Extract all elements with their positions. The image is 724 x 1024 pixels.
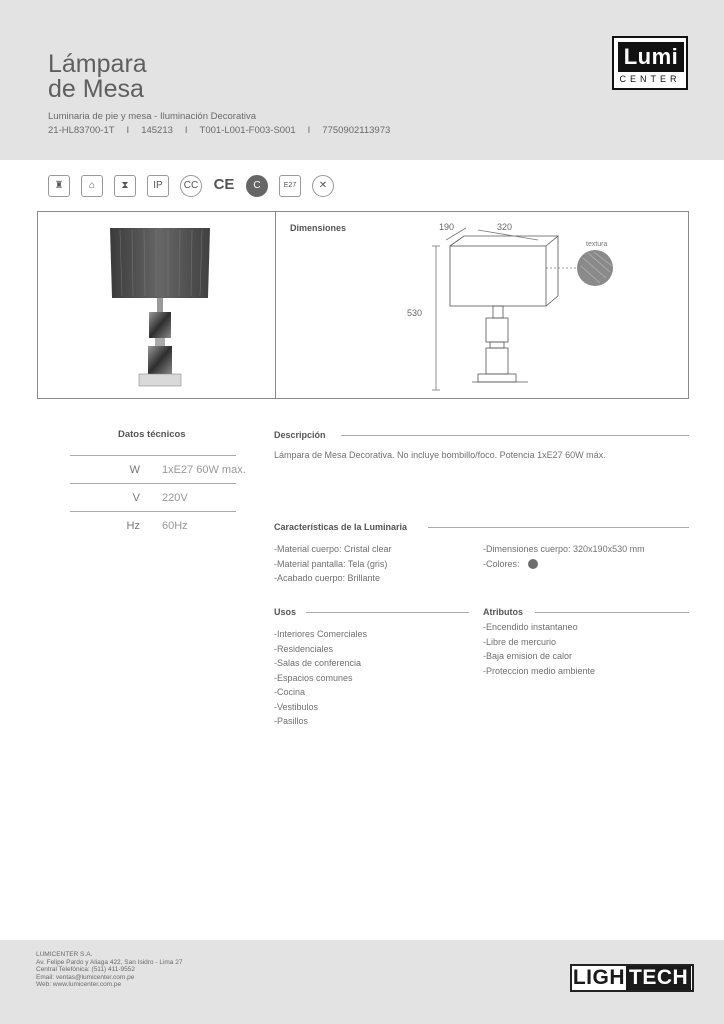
features-rule <box>428 527 689 528</box>
colors-label: -Colores: <box>483 558 520 569</box>
use-item: -Espacios comunes <box>274 672 353 683</box>
dim-width-label: 320 <box>497 222 513 232</box>
dim-height-label: 530 <box>407 308 423 318</box>
use-item: -Cocina <box>274 687 306 697</box>
class-c-icon: C <box>246 175 268 197</box>
dim-depth-label: 190 <box>439 222 455 232</box>
texture-label: textura <box>586 241 608 248</box>
title-line-1: Lámpara <box>48 50 147 78</box>
footer-phone: Central Telefónica: (511) 411-9552 <box>36 966 136 974</box>
lightech-logo <box>570 964 694 992</box>
subtitle: Luminaria de pie y mesa - Iluminación Decorativa <box>48 111 257 122</box>
attributes-list <box>483 620 595 678</box>
tech-key: V <box>132 492 140 504</box>
tech-row-hertz <box>70 511 236 539</box>
features-right-list <box>483 542 645 571</box>
lamp-shade-photo <box>110 228 210 298</box>
ip-rating-icon: IP <box>147 175 169 197</box>
tech-data-table <box>70 455 246 539</box>
lamp-photo <box>110 228 210 386</box>
feature-item: -Material cuerpo: Cristal clear <box>274 544 392 554</box>
indoor-house-icon: ⌂ <box>81 175 103 197</box>
box-divider <box>275 212 276 398</box>
footer-company: LUMICENTER S.A. <box>36 951 93 958</box>
product-code: 21-HL83700-1T <box>48 125 115 136</box>
lamp-technical-drawing <box>432 228 583 390</box>
tech-row-volts <box>70 483 236 511</box>
logo-lumi-text: Lumi <box>618 42 684 72</box>
tech-key: Hz <box>126 520 140 532</box>
tech-value: 1xE27 60W max. <box>162 464 246 476</box>
crystal-lower-photo <box>148 346 172 374</box>
code-separator: I <box>184 125 188 136</box>
footer-contact <box>36 951 182 989</box>
uses-rule <box>306 612 469 613</box>
tech-value: 220V <box>162 492 188 504</box>
page-title <box>48 52 147 102</box>
logo-center-text: CENTER <box>619 74 681 84</box>
attribute-item: -Libre de mercurio <box>483 636 557 647</box>
description-text: Lámpara de Mesa Decorativa. No incluye bombillo/foco. Potencia 1xE27 60W máx. <box>274 450 606 460</box>
tech-key: W <box>129 464 140 476</box>
lamp-base-photo <box>139 374 181 386</box>
tech-value: 60Hz <box>162 520 188 532</box>
use-item: -Pasillos <box>274 716 309 726</box>
use-item: -Residenciales <box>274 643 334 654</box>
feature-colors <box>483 557 645 572</box>
lamp-neck-photo <box>157 298 163 312</box>
attribute-item: -Encendido instantaneo <box>483 622 578 632</box>
code-separator: I <box>126 125 130 136</box>
feature-item: -Acabado cuerpo: Brillante <box>274 573 381 583</box>
footer-email: Email: ventas@lumicenter.com.pe <box>36 973 135 981</box>
uses-title: Usos <box>274 607 297 617</box>
attribute-item: -Proteccion medio ambiente <box>483 665 596 676</box>
certification-icon: CC <box>180 175 202 197</box>
product-image-box <box>37 211 689 399</box>
light-direction-icon: ⧗ <box>114 175 136 197</box>
product-code: 145213 <box>141 125 173 136</box>
product-code: 7750902113973 <box>322 125 391 136</box>
use-item: -Salas de conferencia <box>274 658 362 668</box>
footer-address: Av. Felipe Pardo y Aliaga 422, San Isidro - Lima 27 <box>36 958 183 966</box>
ce-mark-icon: CE <box>213 175 235 197</box>
tech-data-title: Datos técnicos <box>118 429 186 440</box>
e27-socket-icon: E27 <box>279 175 301 197</box>
description-rule <box>341 435 689 436</box>
title-line-2: de Mesa <box>48 75 144 103</box>
attribute-item: -Baja emision de calor <box>483 651 573 661</box>
table-lamp-icon: ♜ <box>48 175 70 197</box>
tech-row-watts <box>70 455 246 483</box>
attributes-rule <box>535 612 689 613</box>
uses-list <box>274 627 367 729</box>
product-drawings <box>38 212 688 398</box>
features-left-list <box>274 542 392 586</box>
feature-item: -Material pantalla: Tela (gris) <box>274 558 388 569</box>
code-separator: I <box>307 125 311 136</box>
product-code: T001-L001-F003-S001 <box>199 125 296 136</box>
color-swatch <box>528 559 538 569</box>
crystal-upper-photo <box>149 312 171 338</box>
use-item: -Vestibulos <box>274 701 319 712</box>
feature-dimensions: -Dimensiones cuerpo: 320x190x530 mm <box>483 544 645 554</box>
feature-icons <box>48 175 345 197</box>
lightech-tech-text: TECH <box>626 966 691 990</box>
use-item: -Interiores Comerciales <box>274 629 368 639</box>
features-title: Características de la Luminaria <box>274 522 408 532</box>
footer-web: Web: www.lumicenter.com.pe <box>36 981 122 989</box>
description-title: Descripción <box>274 430 326 440</box>
dimensions-title: Dimensiones <box>290 223 347 233</box>
no-uv-icon: ✕ <box>312 175 334 197</box>
lumicenter-logo <box>612 36 688 90</box>
product-codes <box>48 125 390 136</box>
lightech-light-text: LIGH <box>572 966 625 989</box>
attributes-title: Atributos <box>483 607 523 617</box>
